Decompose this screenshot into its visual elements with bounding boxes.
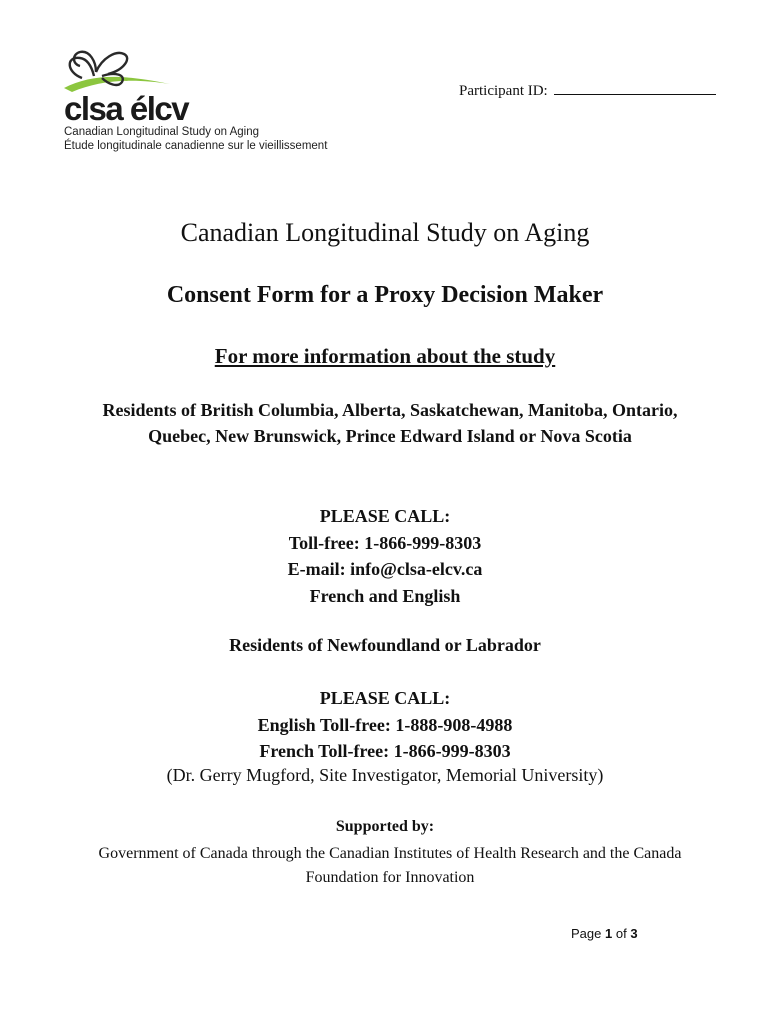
participant-id-label: Participant ID:: [459, 83, 548, 99]
residents-group-2: Residents of Newfoundland or Labrador: [229, 635, 541, 655]
page-prefix: Page: [571, 926, 602, 941]
supported-by-text: Government of Canada through the Canadian Institutes of Health Research and the Canada Foundation for Innovation: [98, 845, 682, 886]
butterfly-logo-icon: [62, 44, 172, 96]
please-call-label: PLEASE CALL:: [319, 688, 451, 708]
email-contact: E-mail: info@clsa-elcv.ca: [287, 559, 483, 579]
languages-text: French and English: [309, 585, 461, 606]
residents-group-1: Residents of British Columbia, Alberta, Saskatchewan, Manitoba, Ontario, Quebec, New Brunswick, Prince Edward Island or Nova Scotia: [102, 400, 678, 446]
participant-id-field: [459, 80, 716, 100]
page-of: of: [615, 926, 627, 941]
study-title: Canadian Longitudinal Study on Aging: [180, 218, 590, 247]
supported-by-label: Supported by:: [335, 818, 435, 835]
logo-subtitle-en: Canadian Longitudinal Study on Aging: [64, 126, 260, 138]
call-block-1: [0, 503, 770, 609]
page-number: [571, 926, 638, 941]
form-title: Consent Form for a Proxy Decision Maker: [166, 282, 604, 308]
logo-subtitle-fr: Étude longitudinale canadienne sur le vieillissement: [64, 140, 328, 152]
english-tollfree-number: English Toll-free: 1-888-908-4988: [257, 714, 513, 735]
logo-wordmark: clsa élcv: [64, 90, 189, 127]
page-total: 3: [630, 926, 638, 941]
please-call-label: PLEASE CALL:: [319, 506, 451, 526]
participant-id-blank-line[interactable]: [554, 80, 716, 95]
more-info-heading: For more information about the study: [214, 344, 556, 368]
tollfree-number: Toll-free: 1-866-999-8303: [288, 532, 482, 553]
clsa-logo: [58, 44, 328, 156]
site-investigator-text: (Dr. Gerry Mugford, Site Investigator, Memorial University): [166, 765, 604, 785]
call-block-2: [0, 685, 770, 765]
page-current: 1: [605, 926, 613, 941]
french-tollfree-number: French Toll-free: 1-866-999-8303: [259, 741, 511, 761]
